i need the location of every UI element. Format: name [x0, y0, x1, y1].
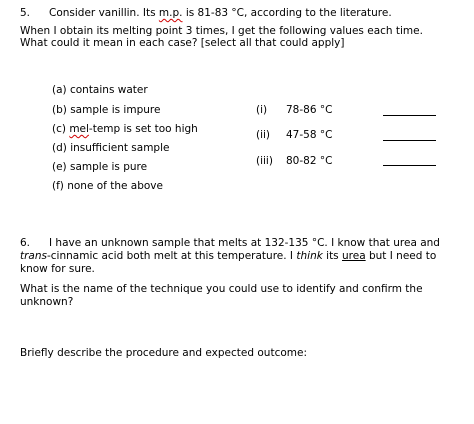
q6-line2-b: its	[322, 250, 342, 262]
q5-option-d: (d) insufficient sample	[52, 142, 170, 154]
q5-mp-abbrev: m.p.	[158, 7, 183, 19]
q5-case-i-value: 78-86 °C	[286, 104, 333, 116]
q6-question2: Briefly describe the procedure and expected outcome:	[20, 347, 307, 359]
q6-question1-line1: What is the name of the technique you could use to identify and confirm the	[20, 283, 423, 295]
q5-line1-end: is 81-83 °C, according to the literature.	[182, 7, 392, 19]
q6-line2-a: -cinnamic acid both melt at this temperature. I	[47, 250, 297, 262]
q5-case-iii-answer-blank[interactable]	[383, 165, 436, 166]
q6-line3: know for sure.	[20, 263, 95, 275]
q5-case-iii-value: 80-82 °C	[286, 155, 333, 167]
q5-number: 5.	[20, 7, 31, 19]
q5-line3: What could it mean in each case? [select all that could apply]	[20, 37, 345, 49]
q6-urea-word: urea	[342, 250, 366, 262]
q5-case-i-label: (i)	[256, 104, 268, 116]
q5-option-f: (f) none of the above	[52, 180, 163, 192]
q6-question1-line2: unknown?	[20, 296, 74, 308]
q5-case-i-answer-blank[interactable]	[383, 115, 436, 116]
q5-option-c	[52, 123, 198, 135]
q5-line2: When I obtain its melting point 3 times, I get the following values each time.	[20, 25, 423, 37]
q6-line2-c: but I need to	[365, 250, 437, 262]
q5-line1-start: Consider vanillin. Its	[49, 7, 159, 19]
q5-option-b: (b) sample is impure	[52, 104, 161, 116]
q6-think-word: think	[296, 250, 323, 262]
q5-case-ii-answer-blank[interactable]	[383, 140, 436, 141]
q5-case-ii-value: 47-58 °C	[286, 129, 333, 141]
q5-option-c-suffix: -temp is set too high	[88, 123, 198, 135]
q5-case-iii-label: (iii)	[256, 155, 273, 167]
q6-line1: I have an unknown sample that melts at 132-135 °C. I know that urea and	[49, 237, 440, 249]
q6-line2	[20, 250, 436, 262]
q5-option-e: (e) sample is pure	[52, 161, 148, 173]
q5-option-c-squig: mel	[69, 123, 89, 135]
q5-option-c-prefix: (c)	[52, 123, 70, 135]
q6-trans-word: trans	[20, 250, 47, 262]
q5-case-ii-label: (ii)	[256, 129, 271, 141]
q5-line1	[49, 7, 392, 19]
q6-number: 6.	[20, 237, 31, 249]
q5-option-a: (a) contains water	[52, 84, 148, 96]
